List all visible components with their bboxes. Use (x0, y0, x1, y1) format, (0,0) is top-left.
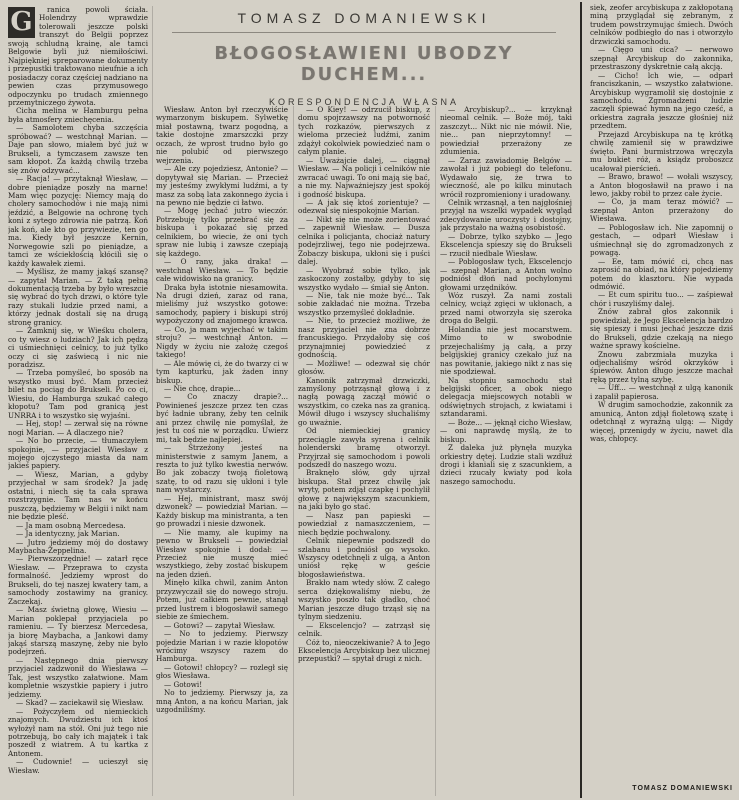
continuation-column (590, 2, 733, 798)
paragraph: — Gotowi? — zapytał Wiesław. (164, 620, 276, 630)
paragraph: — Racja! — przytaknął Wiesław, — dobre pieniądze poszły na marne! Mam więc pozycję: Niemcy mają do cholery samochodów i nie mają nimi jeździć, a Belgowie na ochronę tych koni z sytego zdrowia nie patrzą. Koń jak koń, ale kto go przywiezie, ten go ma. Kiedy był jeszcze Kernin, Norwegowie szli po pieniądze, a tamci ze wściekłością kłócili się o każdy kawałek ziemi. (8, 174, 148, 268)
paragraph: No to jedziemy. Pierwszy ja, za mną Anton, a na końcu Marian, jak uzgodniliśmy. (156, 688, 288, 715)
paragraph: — Wiesz, Marian, a gdyby przyjechał w sam środek? Ja jadę ostatni, i niech się ta cała sprawa rozstrzygnie. Tam nas w końcu puszczą, będziemy w Belgii i nikt nam nie będzie pleść. (8, 469, 148, 522)
paragraph: Minęło kilka chwil, zanim Anton przyzwyczaił się do nowego stroju. Potem, już całkiem pewnie, stanął przed lustrem i błogosławił samego siebie ze śmiechem. (156, 578, 288, 622)
paragraph: Na stopniu samochodu stał belgijski oficer, a obok niego delegacja miejscowych notabli w odświętnych strojach, z kwiatami i sztandarami. (440, 375, 572, 419)
paragraph: — Co znaczy drapie?... Powinieneś jeszcze przez ten czas być ładnie ubrany, żeby ten celnik ani przez chwilę nie pomyślał, że jest tu coś nie w porządku. Uwierz mi, tak będzie najlepiej. (156, 392, 288, 444)
paragraph: — Pierwszorzędnie! — zatarł ręce Wiesław. — Przeprawa to czysta formalność. Jedziemy wprost do Brukseli, do tej naszej kwatery tam, a samochody zostawimy na granicy. Zaczekaj. (8, 554, 148, 606)
article-subhead: KORESPONDENCJA WŁASNA (268, 97, 460, 107)
author-byline: TOMASZ DOMANIEWSKI (237, 10, 491, 26)
article-column-1 (8, 6, 148, 796)
column-rule (152, 6, 153, 796)
paragraph: — Trzeba pomyśleć, bo sposób na wszystko musi być. Mam przecież bilet na pociąg do Brukseli. Po co ci, Wiesiu, do Hamburga szukać całego kłopotu? Tam pod granicą jest UNRRA i to wszystko się wyjaśni. (8, 368, 148, 420)
article-header (156, 8, 572, 107)
paragraph: — Następnego dnia pierwszy przyjaciel zadzwonił do Wiesława — Tak, jest wszystko załatwione. Mam kompletnie wszystkie papiery i jutro jedziemy. (8, 655, 148, 699)
paragraph: — Ja identyczny, jak Marian. (16, 529, 120, 539)
paragraph: — Arcybiskup?... — krzyknął nieomal celnik. — Boże mój, taki zaszczyt... Nikt nic nie mówił. Nie, nie... pan nieprzytomny! — powiedział przerażony ze zdumienia. (440, 106, 572, 157)
paragraph: Holandia nie jest mocarstwem. Mimo to w swobodnie przejechaliśmy ją całą, a przy belgijskiej granicy czekało już na nas powitanie, jakiego nikt z nas się nie spodziewał. (440, 324, 572, 377)
paragraph: — A jak się ktoś zorientuje? — odezwał się niespokojnie Marian. (298, 197, 430, 216)
paragraph: — Co, ja mam teraz mówić? — szepnął Anton przerażony do Wiesława. (590, 197, 733, 224)
paragraph: Brakło nam wtedy słów. Z całego serca dziękowaliśmy niebu, że wszystko poszło tak gładko, choć Marian jeszcze długo trząsł się na tylnym siedzeniu. (298, 578, 430, 622)
paragraph: — Dobrze, tylko szybko — Jego Ekscelencja spieszy się do Brukseli — rzucił niedbale Wiesław. (440, 231, 572, 258)
paragraph: — Mogę jechać jutro wieczór. Potrzebuję tylko przebrać się za biskupa i pokazać się przed celnikiem, bo wiecie, że oni tych spraw nie lubią i zawsze czepiają się każdego. (156, 206, 288, 258)
paragraph: — Nie, to przecież możliwe, że nasz przyjaciel nie zna dobrze francuskiego. Przydałoby się coś przynajmniej powiedzieć z godnością. (298, 316, 430, 360)
paragraph: — Ee, tam mówić ci, chcą nas zaprosić na obiad, na który pojedziemy potem do klasztoru. Nie wypada odmówić. (590, 256, 733, 291)
paragraph: — Hej, stop! — zerwał się na równe nogi Marian. — A dlaczego nie? (8, 419, 148, 437)
article-headline: BŁOGOSŁAWIENI UBODZY DUCHEM... (214, 43, 514, 85)
paragraph: — Nie chcę, drapie... (164, 383, 241, 393)
paragraph: — Brawo, brawo! — wołali wszyscy, a Anton błogosławił na prawo i na lewo, jakby robił to przez całe życie. (590, 172, 733, 198)
main-article (4, 2, 576, 798)
paragraph: ranica powoli ściała. Holendrzy wprawdzie tolerowali jeszcze polski transzyt do Belgii poprzez swoją schludną krainę, ale tamci Belgowie byli już niemiłościwi. Najpiękniej spreparowane dokumenty i przepustki traktowano nieufnie a ich posiadaczy coraz częściej nadziano na pewien czas przymusowego odpoczynku po trudach zmiennego przemytniczego żywota. (8, 6, 148, 107)
paragraph: Draka była istotnie niesamowita. Na drugi dzień, zaraz od rana, mieliśmy już wszystko gotowe: samochody, papiery i biskupi strój wypożyczony od znajomego krawca. (156, 282, 288, 326)
paragraph: Znów zabrał głos zakonnik i powiedział, że Jego Ekscelencja bardzo się spieszy i musi jechać jeszcze dziś do Brukseli, gdzie czekają na niego ważne sprawy kościelne. (590, 307, 733, 351)
paragraph: — Strzeżony jesteś na ministerstwie z samym Janem, a reszta to już tylko kwestia nerwów. Bo jak zobaczy twoją fioletową szatę, to od razu się ukłoni i tyle nam wystarczy. (156, 443, 288, 495)
paragraph: — O rany, jaka draka! — westchnął Wiesław. — To będzie całe widowisko na granicy. (156, 257, 288, 284)
paragraph: — Zaraz zawiadomię Belgów — zawołał i już pobiegł do telefonu. Wydawało się, że trwa to wieczność, ale po kilku minutach wrócił rozpromieniony i uradowany. (440, 155, 572, 199)
paragraph: Od niemieckiej granicy przeciągle zawyła syrena i celnik holenderski bramę otworzył. Przyjrzał się samochodom i powoli podszedł do naszego wozu. (298, 426, 430, 470)
paragraph: — Wyobraź sobie tylko, jak zaskoczony zostałby, gdyby to się wszystko wydało — śmiał się Anton. (298, 265, 430, 292)
paragraph: — Nie, tak nie może być... Tak sobie zakładać nie można. Trzeba wszystko przemyśleć dokładnie. (298, 290, 430, 317)
paragraph: — Ekscelencjo? — zatrząsł się celnik. (298, 620, 430, 639)
paragraph: — Zamknij się, w Wieśku cholera, co ty wiesz o ludziach? Jak ich pędzą ci uśmiechnięci celnicy, to już tylko oczy ci się zaświecą i nic nie poradzisz. (8, 326, 148, 370)
header-rule (172, 32, 556, 33)
paragraph: siek, zeofer arcybiskupa z zakłopotaną miną przyglądał się zebranym, z trudem powstrzymując śmiech. Dwóch celników podbiegło do nas i otworzyło drzwiczki samochodu. (590, 4, 733, 46)
column-rule (293, 106, 294, 796)
paragraph: — Samolotem chyba szczęścia spróbować? — westchnął Marian. — Daje pan słowo, miałem być już w Brukseli, a tymczasem zawsze ten sam kłopot. Za każdą chwilą trzeba się znów odzywać... (8, 123, 148, 175)
paragraph: — Co, ja mam wyjechać w takim stroju? — westchnął Anton. — Nigdy w życiu nie założę czegoś takiego! (156, 324, 288, 360)
article-column-5 (590, 4, 733, 777)
paragraph: — Ale czy pojedziesz, Antonie? — dopytywał się Marian. — Przecież my jesteśmy zwykłymi ludźmi, a ty masz za sobą lata zakonnego życia i na pewno nie będzie ci łatwo. (156, 164, 288, 207)
paragraph: — O Kiey! — odrzucił biskup, z domu spojrzawszy na potworność tych rozkazów, pierwszych z wieloma przecież ludźmi, zanim zdążył cokolwiek powiedzieć nam o całym planie. (298, 106, 430, 157)
paragraph: — Nikt się nie może zorientować — zapewnił Wiesław. — Dusza celnika i policjanta, chociaż natury podejrzliwej, tego nie podejrzewa. Zobaczy biskupa, ukłoni się i puści dalej. (298, 214, 430, 267)
paragraph: — Uważajcie dalej, — ciągnął Wiesław. — Na policji i celników nie zwracać uwagi. To oni mają się bać, a nie my. Najważniejszy jest spokój i godność biskupa. (298, 155, 430, 199)
paragraph: — Jutro jedziemy mój do dostawy Maybacha-Zeppelina. (8, 537, 148, 555)
article-column-2 (156, 106, 288, 796)
paragraph: — No to jedziemy. Pierwszy pojedzie Marian i w razie kłopotów wrócimy wszyscy razem do Hamburga. (156, 629, 288, 664)
paragraph: Znowu zabrzmiała muzyka i odjechaliśmy wśród okrzyków i śpiewów. Anton długo jeszcze machał ręką przez tylną szybę. (590, 349, 733, 384)
drop-cap: G (8, 7, 35, 38)
paragraph: Celnik niepewnie podszedł do szlabanu i podniósł go wysoko. Wszyscy odetchnęli z ulgą, a Anton uniósł rękę w geście błogosławieństwa. (298, 536, 430, 579)
paragraph: Braknęło słów, gdy ujrzał biskupa. Stał przez chwilę jak wryty, potem zdjął czapkę i pochylił głowę z największym szacunkiem, na jaki było go stać. (298, 468, 430, 512)
paragraph: — No bo przecie, — tłumaczyłem spokojnie, — przyjaciel Wiesław z mojego ojczystego miasta da nam jakieś papiery. (8, 436, 148, 471)
paragraph: — Cudownie! — ucieszył się Wiesław. (8, 757, 148, 775)
paragraph: Kanonik zatrzymał drzwiczki, zamyślony potrząsnął głową i z nagłą powagą zaczął mówić o wszystkim, co czeka nas za granicą. Mówił długo i wszyscy słuchaliśmy go uważnie. (298, 375, 430, 427)
paragraph: — Cięgo uni cica? — nerwowo szepnął Arcybiskup do zakonnika, przestraszony dyskretnie całą akcją. (590, 45, 733, 72)
paragraph: — Nasz pan papieski — powiedział z namaszczeniem, — niech będzie pochwalony. (298, 510, 430, 537)
paragraph: — Poblogosław ich. Nie zapomnij o gestach, — odparł Wiesław i uśmiechnął się do zgromadzonych z powagą. (590, 222, 733, 258)
paragraph: — Skad? — zaciekawił się Wiesław. (16, 698, 144, 708)
paragraph: Wóz ruszył. Za nami zostali celnicy, wciąż zgięci w ukłonach, a przed nami otworzyła się szeroka droga do Belgii. (440, 290, 572, 326)
paragraph: Celnik wrzasnął, a ten najgłośniej przyjął na wszelki wypadek wygląd zdecydowanie uroczysty i dostojny, jak przystało na ważną osobistość. (440, 197, 572, 233)
paragraph: — Hej, ministrant, masz swój dzwonek? — powiedział Marian. — Każdy biskup ma ministranta, a ten go prowadzi i niesie dzwonek. (156, 493, 288, 529)
paragraph: — Et cum spiritu tuo... — zaśpiewał chór i ruszyliśmy dalej. (590, 290, 733, 308)
paragraph: — Boże... — jęknął cicho Wiesław, — oni naprawdę myślą, że to biskup. (440, 417, 572, 444)
paragraph: Wiesław. Anton był rzeczywiście wymarzonym biskupem. Sylwetkę miał postawną, twarz pogodną, a takie dostojne zmarszczki przy oczach, że wprost trudno było go nie polubić od pierwszego wejrzenia. (156, 106, 288, 165)
article-column-4 (440, 106, 572, 796)
paragraph: — Uff... — westchnął z ulgą kanonik i zapalił papierosa. (590, 383, 733, 401)
paragraph: Cóż to, nieoczekiwanie? A to Jego Ekscelencja Arcybiskup bez ulicznej przepustki? — spytał drugi z nich. (298, 637, 430, 664)
paragraph: — Ale mówię ci, że do twarzy ci w tym kapturku, jak żaden inny biskup. (156, 358, 288, 385)
paragraph: — Ja mam osobną Mercedesa. (16, 520, 126, 530)
paragraph: — Gotowi! (164, 679, 203, 689)
paragraph: — Nie mamy, ale kupimy na pewno w Brukseli — powiedział Wiesław spokojnie i dodał: — Przecież nie muszę mieć wszystkiego, żeby zostać biskupem na jeden dzień. (156, 527, 288, 579)
paragraph: — Gotowi! chłopcy? — rozległ się głos Wiesława. (156, 662, 288, 681)
paragraph: — Masz świetną głowę, Wiesiu — Marian poklepał przyjaciela po ramieniu. — Ty bierzesz Mercedesa, ja biorę Maybacha, a Jankowi damy jakąś starszą maszynę, żeby nie było podejrzeń. (8, 605, 148, 657)
paragraph: — Cicho! lch wie, — odparł franciszkanin, — wszystko załatwione. Arcybiskup wygramolił się dostojnie z samochodu. Zgromadzeni ludzie zaczęli śpiewać hymn na jego cześć, a orkiestra zagrała jeszcze głośniej niż przedtem. (590, 70, 733, 131)
paragraph: Z daleka już płynęła muzyka orkiestry dętej. Ludzie stali wzdłuż drogi i kłaniali się z szacunkiem, a dzieci rzucały kwiaty pod koła naszego samochodu. (440, 443, 572, 486)
article-column-3 (298, 106, 430, 796)
page-divider (580, 2, 582, 798)
paragraph: — Możliwe! — odezwał się chór głosów. (298, 358, 430, 377)
paragraph: — Pożyczyłem od niemieckich znajomych. Dwudziestu ich ktoś wyłożył nam na stół. Oni już tego nie potrzebują, bo cały ich majątek i tak poszedł z wiatrem. A tu kartka z Antonem. (8, 706, 148, 758)
paragraph: — Poblogosław tych, Ekscelencjo — szepnął Marian, a Anton wolno podniósł dłoń nad pochylonymi głowami urzędników. (440, 257, 572, 292)
paragraph: W drugim samochodzie, zakonnik za amunicą, Anton zdjął fioletową szatę i odetchnął z wyraźną ulgą: — Nigdy więcej, przenigdy w życiu, nawet dla was, chłopcy. (590, 400, 733, 444)
paragraph: Cicha melina w Hamburgu pełna była atmosfery zniechęcenia. (8, 106, 148, 124)
article-signature: TOMASZ DOMANIEWSKI (632, 785, 733, 792)
column-rule (435, 106, 436, 796)
paragraph: — Myślisz, że mamy jakąś szansę? — zapytał Marian. — Z taką pełną dokumentacją trzeba by było wreszcie się wybrać do tych drzwi, o które tyle razy stukali ludzie przed nami, a którzy jednak dostali się na drugą stronę granicy. (8, 267, 148, 327)
paragraph: Przejazd Arcybiskupa na tę krótką chwilę zamienił się w prawdziwe święto. Pani burmistrzowa wręczyła mu bukiet róż, a ksiądz proboszcz ucałował pierścień. (590, 129, 733, 173)
